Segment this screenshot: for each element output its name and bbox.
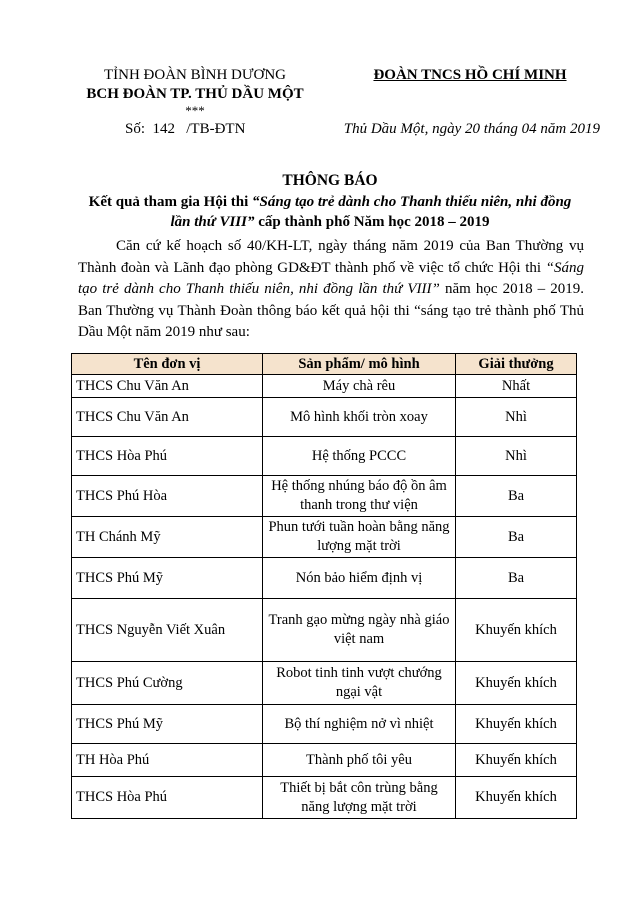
cell-unit: THCS Phú Mỹ	[72, 705, 263, 744]
cell-unit: THCS Chu Văn An	[72, 375, 263, 398]
place-date: Thủ Dầu Một, ngày 20 tháng 04 năm 2019	[343, 121, 600, 137]
cell-award: Khuyến khích	[456, 599, 577, 662]
subtitle-suffix: cấp thành phố Năm học 2018 – 2019	[254, 214, 490, 230]
cell-product: Tranh gạo mừng ngày nhà giáo việt nam	[263, 599, 456, 662]
cell-unit: TH Chánh Mỹ	[72, 517, 263, 558]
cell-unit: THCS Hòa Phú	[72, 437, 263, 476]
org-right: ĐOÀN TNCS HỒ CHÍ MINH	[373, 67, 567, 83]
table-row	[72, 662, 577, 705]
cell-unit: THCS Phú Hòa	[72, 476, 263, 517]
cell-unit: TH Hòa Phú	[72, 744, 263, 777]
table-row	[72, 558, 577, 599]
cell-award: Nhất	[456, 375, 577, 398]
table-row	[72, 437, 577, 476]
cell-unit: THCS Phú Cường	[72, 662, 263, 705]
cell-product: Bộ thí nghiệm nở vì nhiệt	[263, 705, 456, 744]
results-table	[71, 353, 577, 819]
body-text-2: năm học 2018 – 2019. Ban Thường vụ Thành Đoàn thông báo kết quả hội thi “sáng tạo trẻ thành phố Thủ Dầu Một năm 2019 như sau:	[78, 281, 584, 340]
cell-award: Ba	[456, 558, 577, 599]
cell-award: Nhì	[456, 437, 577, 476]
notice-subtitle-line1	[70, 193, 590, 211]
table-row	[72, 705, 577, 744]
cell-product: Mô hình khối tròn xoay	[263, 398, 456, 437]
body-text-italic: “Sáng tạo trẻ dành cho Thanh thiếu niên, nhi đồng lần thứ VIII”	[78, 259, 584, 297]
table-row	[72, 517, 577, 558]
cell-unit: THCS Nguyễn Viết Xuân	[72, 599, 263, 662]
cell-product: Hệ thống nhúng báo độ ồn âm thanh trong thư viện	[263, 476, 456, 517]
org-name: BCH ĐOÀN TP. THỦ DẦU MỘT	[86, 86, 304, 102]
table-row	[72, 476, 577, 517]
subtitle-italic-2: lần thứ VIII”	[170, 214, 255, 230]
body-text-1: Căn cứ kế hoạch số 40/KH-LT, ngày tháng năm 2019 của Ban Thường vụ Thành đoàn và Lãnh đạo phòng GD&ĐT thành phố về việc tổ chức Hội thi	[78, 238, 584, 276]
subtitle-italic-1: “Sáng tạo trẻ dành cho Thanh thiếu niên, nhi đồng	[252, 194, 572, 210]
table-header-row	[72, 354, 577, 375]
stars-divider: ***	[185, 103, 205, 118]
header-award: Giải thưởng	[456, 354, 577, 375]
cell-award: Nhì	[456, 398, 577, 437]
org-parent: TỈNH ĐOÀN BÌNH DƯƠNG	[103, 67, 287, 83]
cell-product: Robot tinh tinh vượt chướng ngại vật	[263, 662, 456, 705]
cell-product: Phun tưới tuần hoàn bằng năng lượng mặt trời	[263, 517, 456, 558]
table-row	[72, 375, 577, 398]
notice-subtitle-line2	[70, 213, 590, 231]
header-product: Sản phẩm/ mô hình	[263, 354, 456, 375]
subtitle-prefix: Kết quả tham gia Hội thi	[88, 194, 253, 210]
document-number: Số: 142 /TB-ĐTN	[125, 121, 246, 137]
cell-award: Khuyến khích	[456, 662, 577, 705]
cell-award: Khuyến khích	[456, 777, 577, 819]
table-row	[72, 777, 577, 819]
table-row	[72, 744, 577, 777]
table-row	[72, 599, 577, 662]
cell-award: Ba	[456, 517, 577, 558]
cell-award: Khuyến khích	[456, 705, 577, 744]
header-unit: Tên đơn vị	[72, 354, 263, 375]
cell-product: Thiết bị bắt côn trùng bằng năng lượng mặt trời	[263, 777, 456, 819]
cell-award: Ba	[456, 476, 577, 517]
cell-product: Hệ thống PCCC	[263, 437, 456, 476]
cell-unit: THCS Hòa Phú	[72, 777, 263, 819]
cell-unit: THCS Phú Mỹ	[72, 558, 263, 599]
body-paragraph	[78, 236, 584, 344]
table-row	[72, 398, 577, 437]
notice-heading: THÔNG BÁO	[282, 172, 378, 189]
cell-award: Khuyến khích	[456, 744, 577, 777]
cell-unit: THCS Chu Văn An	[72, 398, 263, 437]
cell-product: Nón bảo hiểm định vị	[263, 558, 456, 599]
cell-product: Máy chà rêu	[263, 375, 456, 398]
cell-product: Thành phố tôi yêu	[263, 744, 456, 777]
